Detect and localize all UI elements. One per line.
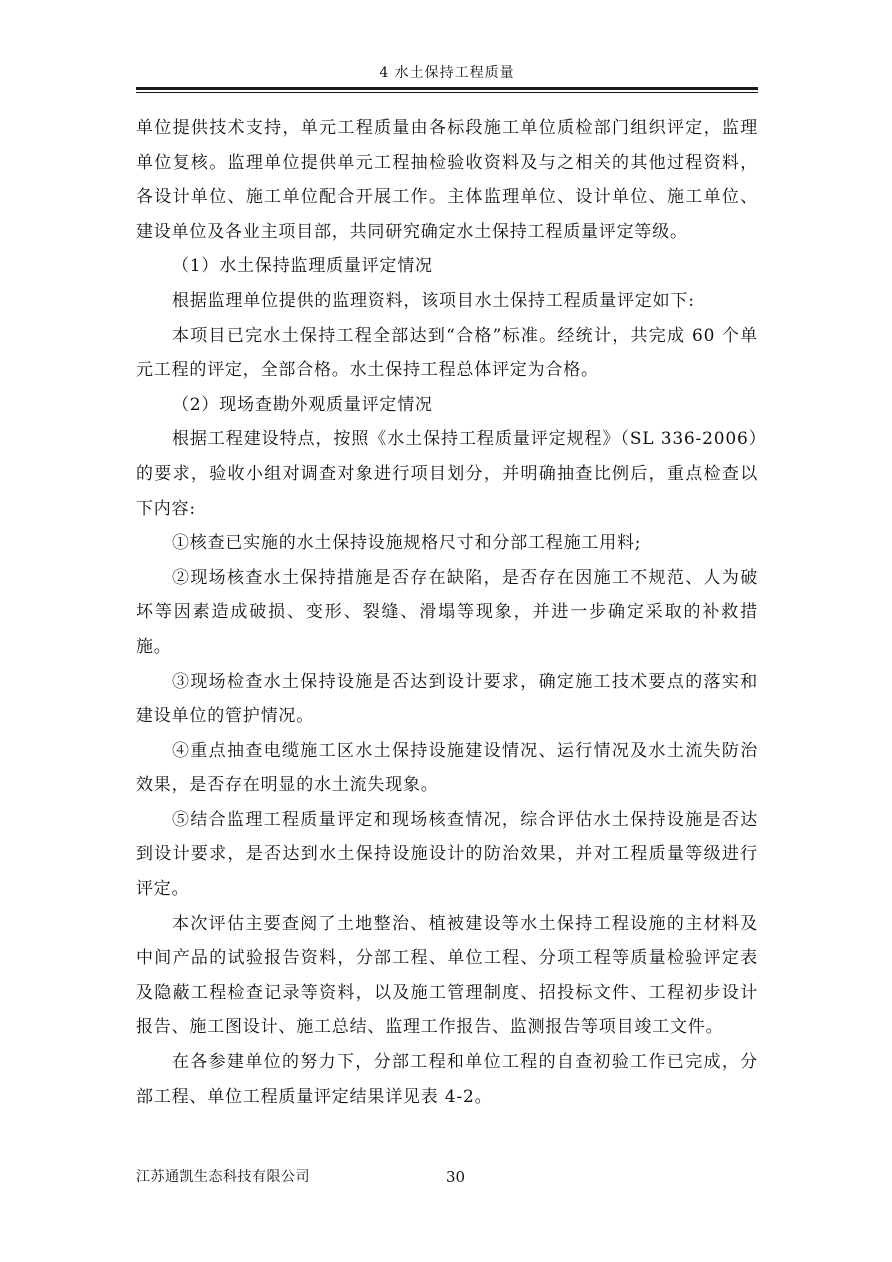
- list-item: ④重点抽查电缆施工区水土保持设施建设情况、运行情况及水土流失防治效果，是否存在明显的水土流失现象。: [136, 740, 758, 796]
- list-item: ⑤结合监理工程质量评定和现场核查情况，综合评估水土保持设施是否达到设计要求，是否达到水土保持设施设计的防治效果，并对工程质量等级进行评定。: [136, 809, 758, 900]
- list-item: ③现场检查水土保持设施是否达到设计要求，确定施工技术要点的落实和建设单位的管护情况。: [136, 671, 758, 727]
- page-number: 30: [446, 1168, 466, 1186]
- body-text: [136, 111, 758, 1114]
- section-heading: （2）现场查勘外观质量评定情况: [172, 394, 433, 415]
- header-rule-thin: [136, 92, 758, 93]
- list-item: ①核查已实施的水土保持设施规格尺寸和分部工程施工用料;: [172, 533, 642, 554]
- paragraph: 本项目已完水土保持工程全部达到“合格”标准。经统计，共完成 60 个单元工程的评定，全部合格。水土保持工程总体评定为合格。: [136, 325, 758, 381]
- paragraph: 在各参建单位的努力下，分部工程和单位工程的自查初验工作已完成，分部工程、单位工程质量评定结果详见表 4-2。: [136, 1052, 758, 1107]
- paragraph: 根据监理单位提供的监理资料，该项目水土保持工程质量评定如下:: [172, 290, 695, 311]
- section-heading: （1）水土保持监理质量评定情况: [172, 256, 433, 277]
- footer-company: 江苏通凯生态科技有限公司: [136, 1169, 310, 1185]
- header-rule: [136, 87, 758, 90]
- paragraph: 单位提供技术支持，单元工程质量由各标段施工单位质检部门组织评定，监理单位复核。监理单位提供单元工程抽检验收资料及与之相关的其他过程资料，各设计单位、施工单位配合开展工作。主体监理单位、设计单位、施工单位、建设单位及各业主项目部，共同研究确定水土保持工程质量评定等级。: [136, 118, 758, 242]
- paragraph: 根据工程建设特点，按照《水土保持工程质量评定规程》（SL 336-2006）的要求，验收小组对调查对象进行项目划分，并明确抽查比例后，重点检查以下内容:: [136, 429, 758, 519]
- list-item: ②现场核查水土保持措施是否存在缺陷，是否存在因施工不规范、人为破坏等因素造成破损、变形、裂缝、滑塌等现象，并进一步确定采取的补救措施。: [136, 567, 758, 657]
- page-header: 4 水土保持工程质量: [379, 65, 515, 81]
- paragraph: 本次评估主要查阅了土地整治、植被建设等水土保持工程设施的主材料及中间产品的试验报告资料，分部工程、单位工程、分项工程等质量检验评定表及隐蔽工程检查记录等资料，以及施工管理制度、招投标文件、工程初步设计报告、施工图设计、施工总结、监理工作报告、监测报告等项目竣工文件。: [136, 913, 758, 1038]
